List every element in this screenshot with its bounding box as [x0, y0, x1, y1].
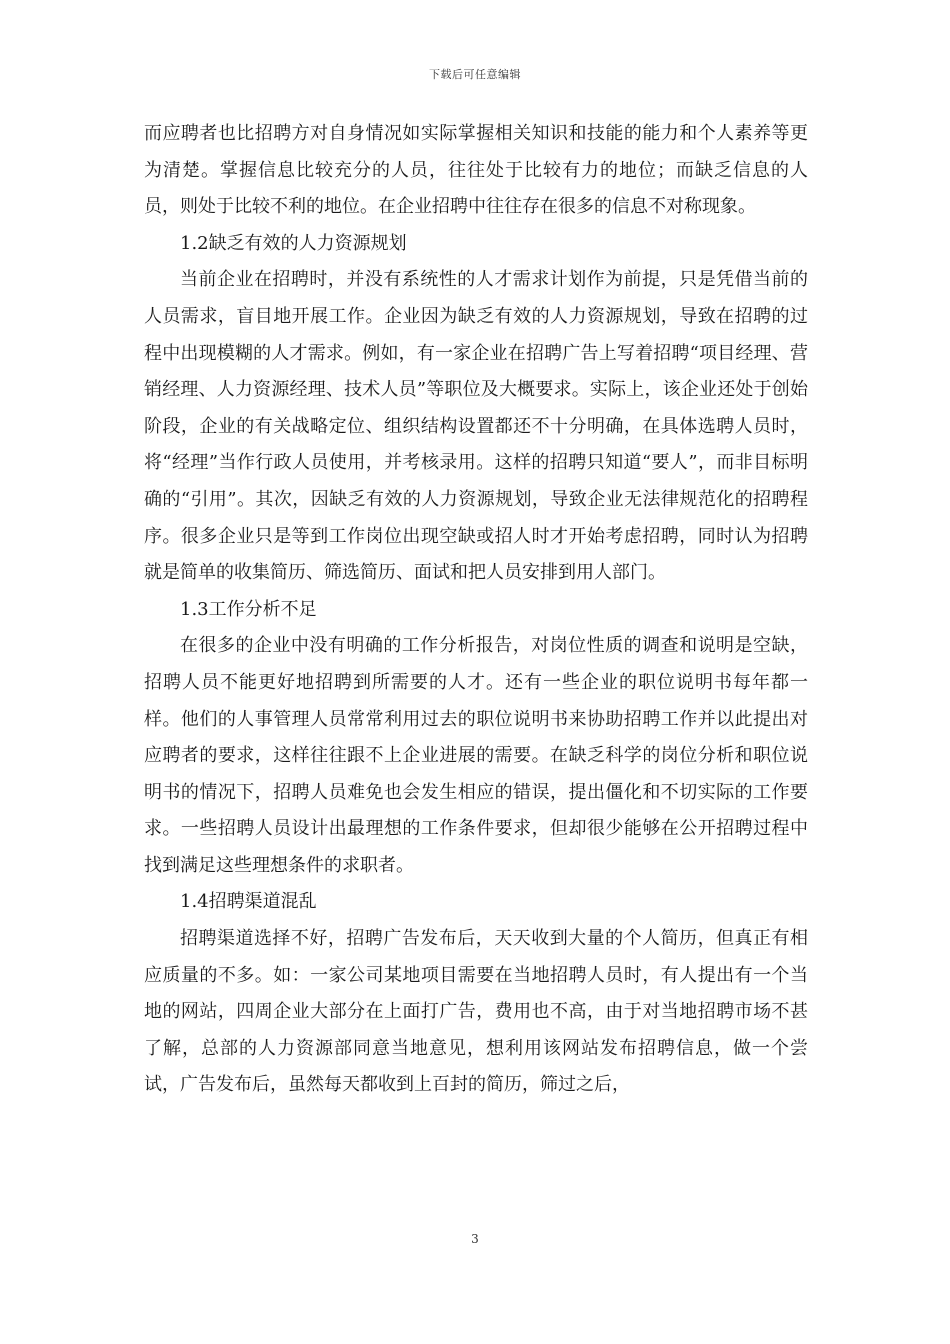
paragraph-1-4: 招聘渠道选择不好，招聘广告发布后，天天收到大量的个人简历，但真正有相应质量的不多。如：一家公司某地项目需要在当地招聘人员时，有人提出有一个当地的网站，四周企业大部分在上面打广告，费用也不高，由于对当地招聘市场不甚了解，总部的人力资源部同意当地意见，想利用该网站发布招聘信息，做一个尝试，广告发布后，虽然每天都收到上百封的简历，筛过之后，: [144, 928, 808, 1096]
page-number: 3: [471, 1232, 479, 1246]
paragraph-continued: 而应聘者也比招聘方对自身情况如实际掌握相关知识和技能的能力和个人素养等更为清楚。掌握信息比较充分的人员，往往处于比较有力的地位；而缺乏信息的人员，则处于比较不利的地位。在企业招聘中往往存在很多的信息不对称现象。: [144, 123, 808, 218]
paragraph-1-2: 当前企业在招聘时，并没有系统性的人才需求计划作为前提，只是凭借当前的人员需求，盲目地开展工作。企业因为缺乏有效的人力资源规划，导致在招聘的过程中出现模糊的人才需求。例如，有一家企业在招聘广告上写着招聘“项目经理、营销经理、人力资源经理、技术人员”等职位及大概要求。实际上，该企业还处于创始阶段，企业的有关战略定位、组织结构设置都还不十分明确，在具体选聘人员时，将“经理”当作行政人员使用，并考核录用。这样的招聘只知道“要人”，而非目标明确的“引用”。其次，因缺乏有效的人力资源规划，导致企业无法律规范化的招聘程序。很多企业只是等到工作岗位出现空缺或招人时才开始考虑招聘，同时认为招聘就是简单的收集简历、筛选简历、面试和把人员安排到用人部门。: [144, 269, 808, 584]
section-heading-1-4: 1.4招聘渠道混乱: [180, 891, 317, 913]
section-heading-1-3: 1.3工作分析不足: [180, 598, 317, 620]
document-body: [144, 116, 808, 1104]
section-heading-1-2: 1.2缺乏有效的人力资源规划: [180, 232, 407, 254]
paragraph-1-3: 在很多的企业中没有明确的工作分析报告，对岗位性质的调查和说明是空缺，招聘人员不能更好地招聘到所需要的人才。还有一些企业的职位说明书每年都一样。他们的人事管理人员常常利用过去的职位说明书来协助招聘工作并以此提出对应聘者的要求，这样往往跟不上企业进展的需要。在缺乏科学的岗位分析和职位说明书的情况下，招聘人员难免也会发生相应的错误，提出僵化和不切实际的工作要求。一些招聘人员设计出最理想的工作条件要求，但却很少能够在公开招聘过程中找到满足这些理想条件的求职者。: [144, 635, 808, 876]
page-header: 下载后可任意编辑: [429, 68, 521, 81]
